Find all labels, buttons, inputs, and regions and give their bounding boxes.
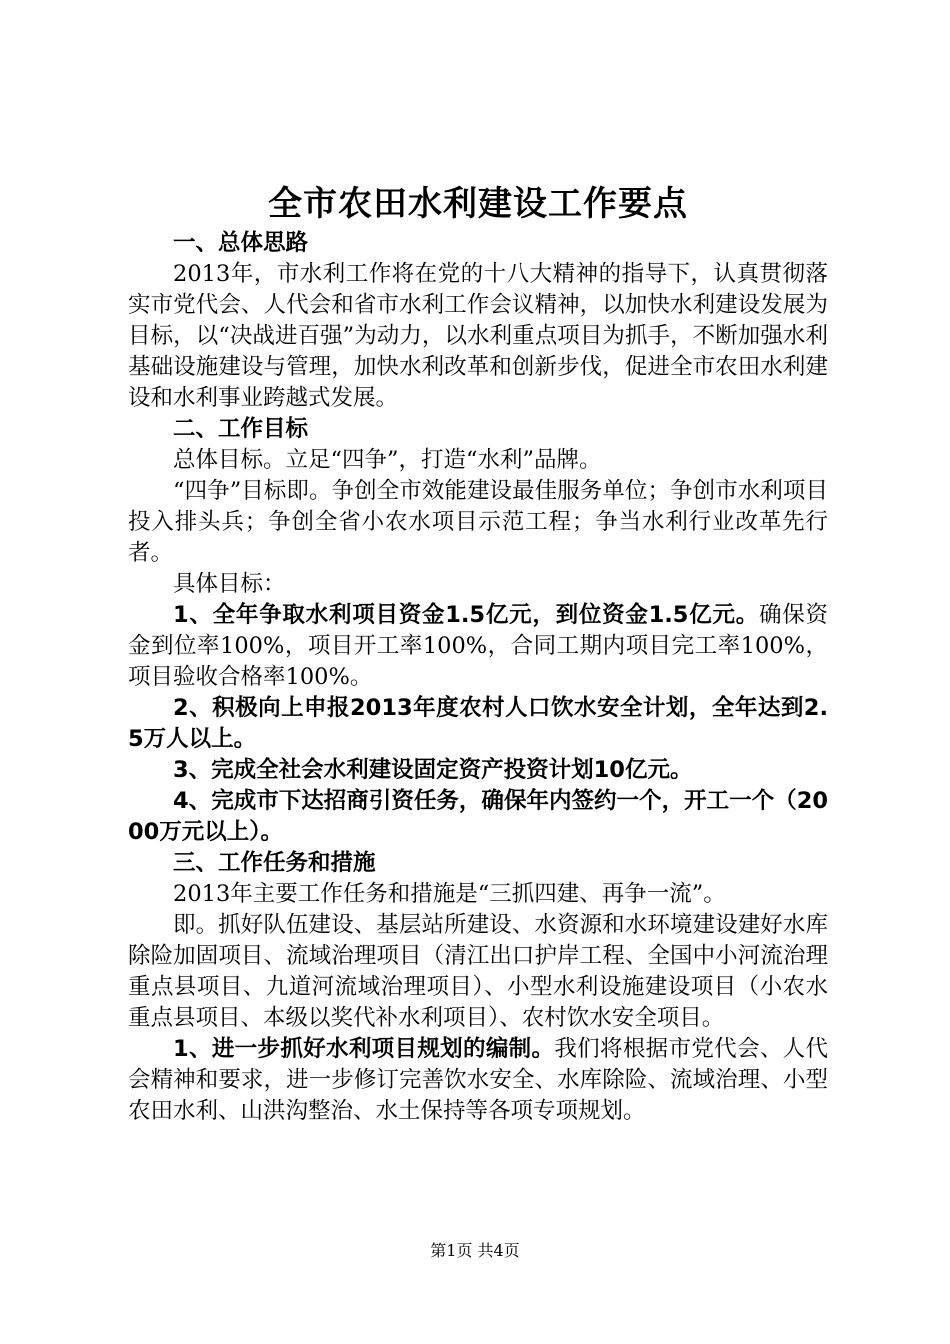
goal-1-bold-text: 1、全年争取水利项目资金1.5亿元，到位资金1.5亿元。 bbox=[173, 602, 759, 628]
document-page bbox=[128, 182, 828, 1127]
goal-1-rest-text: 确保资金到位率100%，项目开工率100%，合同工期内项目完工率100%，项目验收合格率100%。 bbox=[128, 602, 828, 690]
paragraph-goal-4: 4、完成市下达招商引资任务，确保年内签约一个，开工一个（2000万元以上）。 bbox=[128, 788, 828, 845]
task-item-1-rest-text: 我们将根据市党代会、人代会精神和要求，进一步修订完善饮水安全、水库除险、流域治理、小型农田水利、山洪沟整治、水土保持等各项专项规划。 bbox=[128, 1036, 828, 1124]
task-item-1-bold-text: 1、进一步抓好水利项目规划的编制。 bbox=[173, 1036, 555, 1062]
paragraph-overall-goal: 总体目标。立足“四争”，打造“水利”品牌。 bbox=[173, 447, 602, 473]
paragraph-goal-1 bbox=[128, 600, 828, 693]
section-heading-overall-thinking: 一、总体思路 bbox=[173, 230, 309, 256]
paragraph-specific-goals-label: 具体目标： bbox=[173, 571, 286, 597]
paragraph-goal-2: 2、积极向上申报2013年度农村人口饮水安全计划，全年达到2.5万人以上。 bbox=[128, 695, 828, 752]
paragraph-overall-thinking: 2013年，市水利工作将在党的十八大精神的指导下，认真贯彻落实市党代会、人代会和省市水利工作会议精神，以加快水利建设发展为目标，以“决战进百强”为动力，以水利重点项目为抓手，不断加强水利基础设施建设与管理，加快水利改革和创新步伐，促进全市农田水利建设和水利事业跨越式发展。 bbox=[128, 261, 828, 411]
paragraph-tasks-intro: 2013年主要工作任务和措施是“三抓四建、再争一流”。 bbox=[173, 881, 726, 907]
paragraph-task-item-1 bbox=[128, 1034, 828, 1127]
paragraph-tasks-detail: 即。抓好队伍建设、基层站所建设、水资源和水环境建设建好水库除险加固项目、流域治理项目（清江出口护岸工程、全国中小河流治理重点县项目、九道河流域治理项目）、小型水利设施建设项目（小农水重点县项目、本级以奖代补水利项目）、农村饮水安全项目。 bbox=[128, 912, 828, 1031]
page-footer: 第1页 共4页 bbox=[430, 1241, 520, 1260]
document-title: 全市农田水利建设工作要点 bbox=[268, 184, 688, 224]
paragraph-four-goals: “四争”目标即。争创全市效能建设最佳服务单位；争创市水利项目投入排头兵；争创全省小农水项目示范工程；争当水利行业改革先行者。 bbox=[128, 478, 828, 566]
section-heading-tasks-measures: 三、工作任务和措施 bbox=[173, 850, 376, 876]
paragraph-goal-3: 3、完成全社会水利建设固定资产投资计划10亿元。 bbox=[173, 757, 693, 783]
section-heading-work-goals: 二、工作目标 bbox=[173, 416, 309, 442]
